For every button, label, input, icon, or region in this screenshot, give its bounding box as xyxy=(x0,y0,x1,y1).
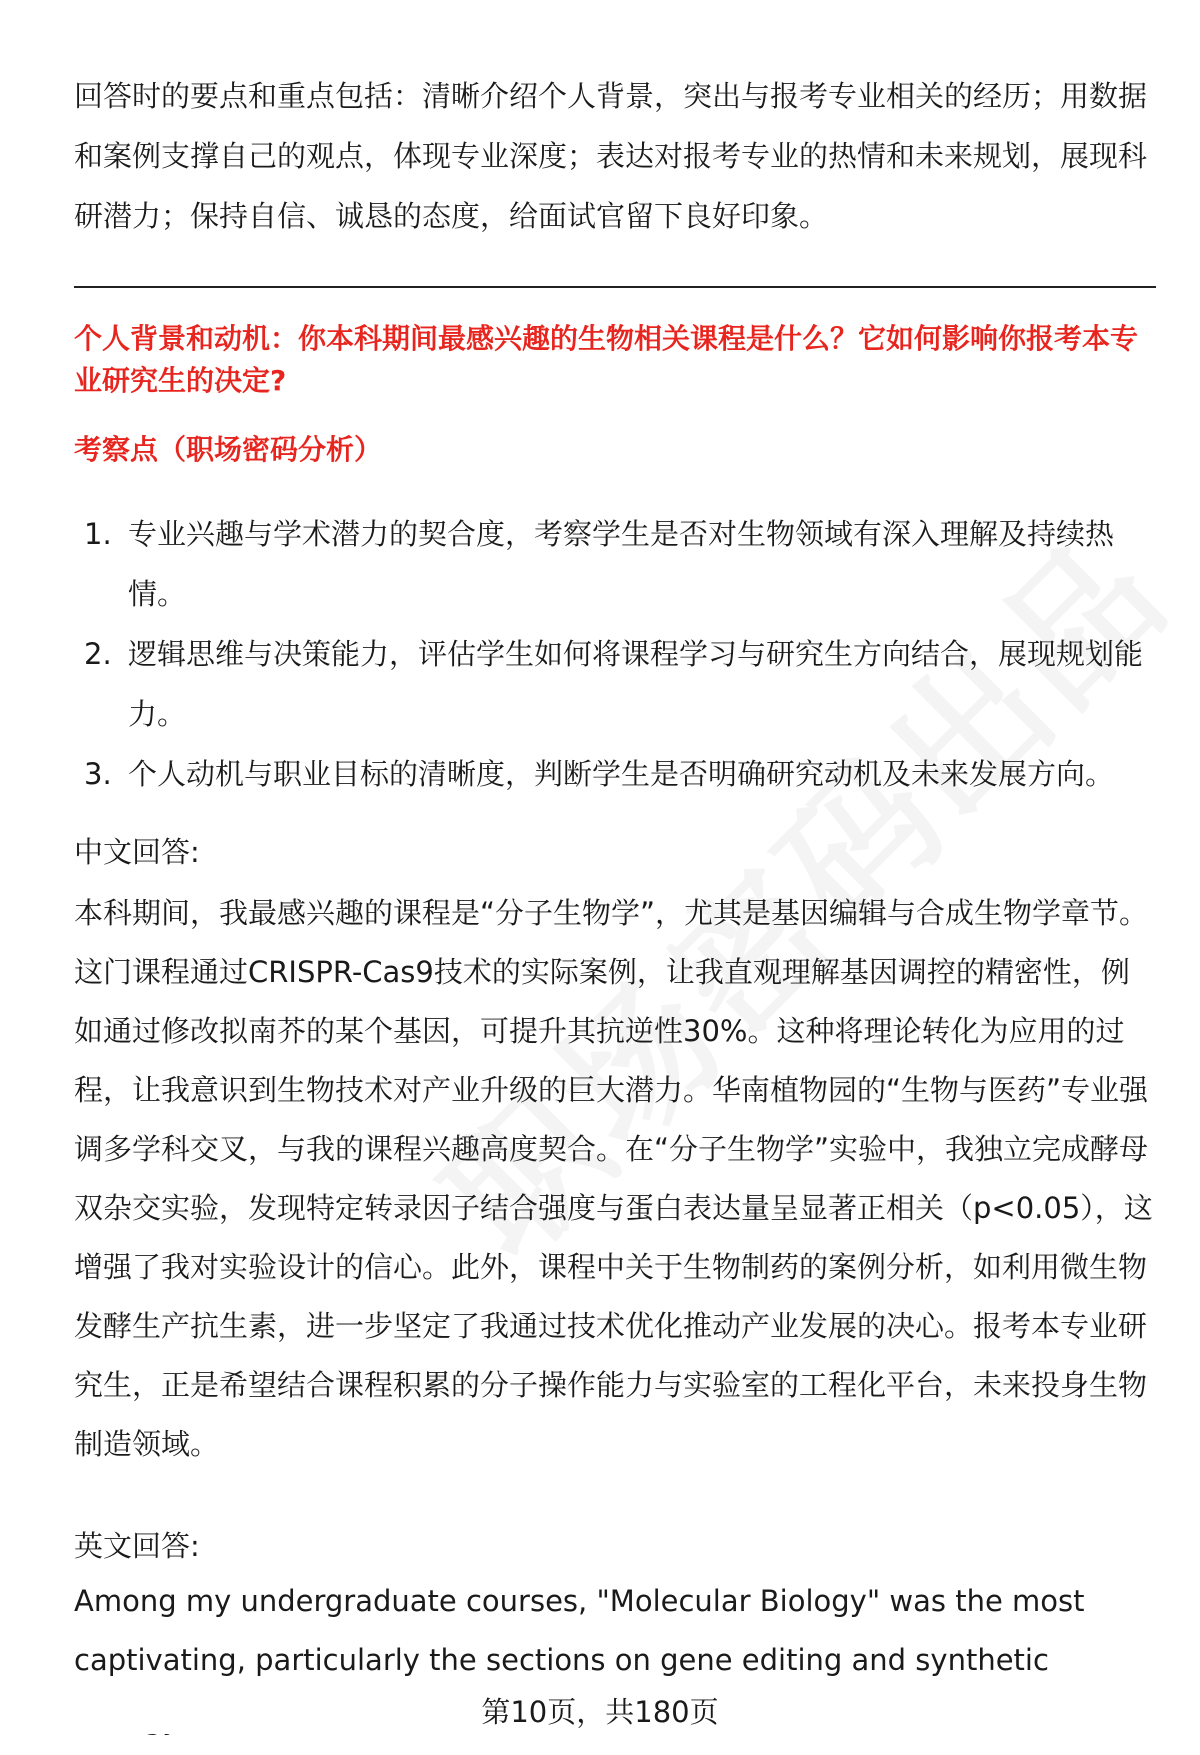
assessment-point xyxy=(74,624,1154,744)
section-divider xyxy=(74,286,1156,288)
english-answer-label: 英文回答: xyxy=(74,1529,200,1563)
point-text: 逻辑思维与决策能力，评估学生如何将课程学习与研究生方向结合，展现规划能力。 xyxy=(128,637,1144,731)
assessment-point xyxy=(74,504,1154,624)
point-text: 专业兴趣与学术潜力的契合度，考察学生是否对生物领域有深入理解及持续热情。 xyxy=(128,517,1115,611)
assessment-title: 考察点（职场密码分析） xyxy=(74,433,383,466)
chinese-answer-label: 中文回答: xyxy=(74,835,200,869)
assessment-points-list xyxy=(74,504,1154,804)
intro-paragraph: 回答时的要点和重点包括：清晰介绍个人背景，突出与报考专业相关的经历；用数据和案例支撑自己的观点，体现专业深度；表达对报考专业的热情和未来规划，展现科研潜力；保持自信、诚恳的态度，给面试官留下良好印象。 xyxy=(74,79,1148,233)
point-number: 2. xyxy=(84,637,112,671)
point-number: 3. xyxy=(84,757,112,791)
page-footer: 第10页，共180页 xyxy=(0,1690,1200,1734)
point-text: 个人动机与职业目标的清晰度，判断学生是否明确研究动机及未来发展方向。 xyxy=(128,757,1115,791)
chinese-answer-text: 本科期间，我最感兴趣的课程是“分子生物学”，尤其是基因编辑与合成生物学章节。这门课程通过CRISPR-Cas9技术的实际案例，让我直观理解基因调控的精密性，例如通过修改拟南芥的某个基因，可提升其抗逆性30%。这种将理论转化为应用的过程，让我意识到生物技术对产业升级的巨大潜力。华南植物园的“生物与医药”专业强调多学科交叉，与我的课程兴趣高度契合。在“分子生物学”实验中，我独立完成酵母双杂交实验，发现特定转录因子结合强度与蛋白表达量呈显著正相关（p<0.05），这增强了我对实验设计的信心。此外，课程中关于生物制药的案例分析，如利用微生物发酵生产抗生素，进一步坚定了我通过技术优化推动产业发展的决心。报考本专业研究生，正是希望结合课程积累的分子操作能力与实验室的工程化平台，未来投身生物制造领域。 xyxy=(74,896,1153,1461)
english-answer-text: Among my undergraduate courses, "Molecular Biology" was the most captivating, particularly the sections on gene editing and synthetic xyxy=(74,1584,1085,1677)
question-heading: 个人背景和动机：你本科期间最感兴趣的生物相关课程是什么？它如何影响你报考本专业研究生的决定? xyxy=(74,322,1139,397)
point-number: 1. xyxy=(84,517,112,551)
assessment-point xyxy=(74,744,1154,804)
